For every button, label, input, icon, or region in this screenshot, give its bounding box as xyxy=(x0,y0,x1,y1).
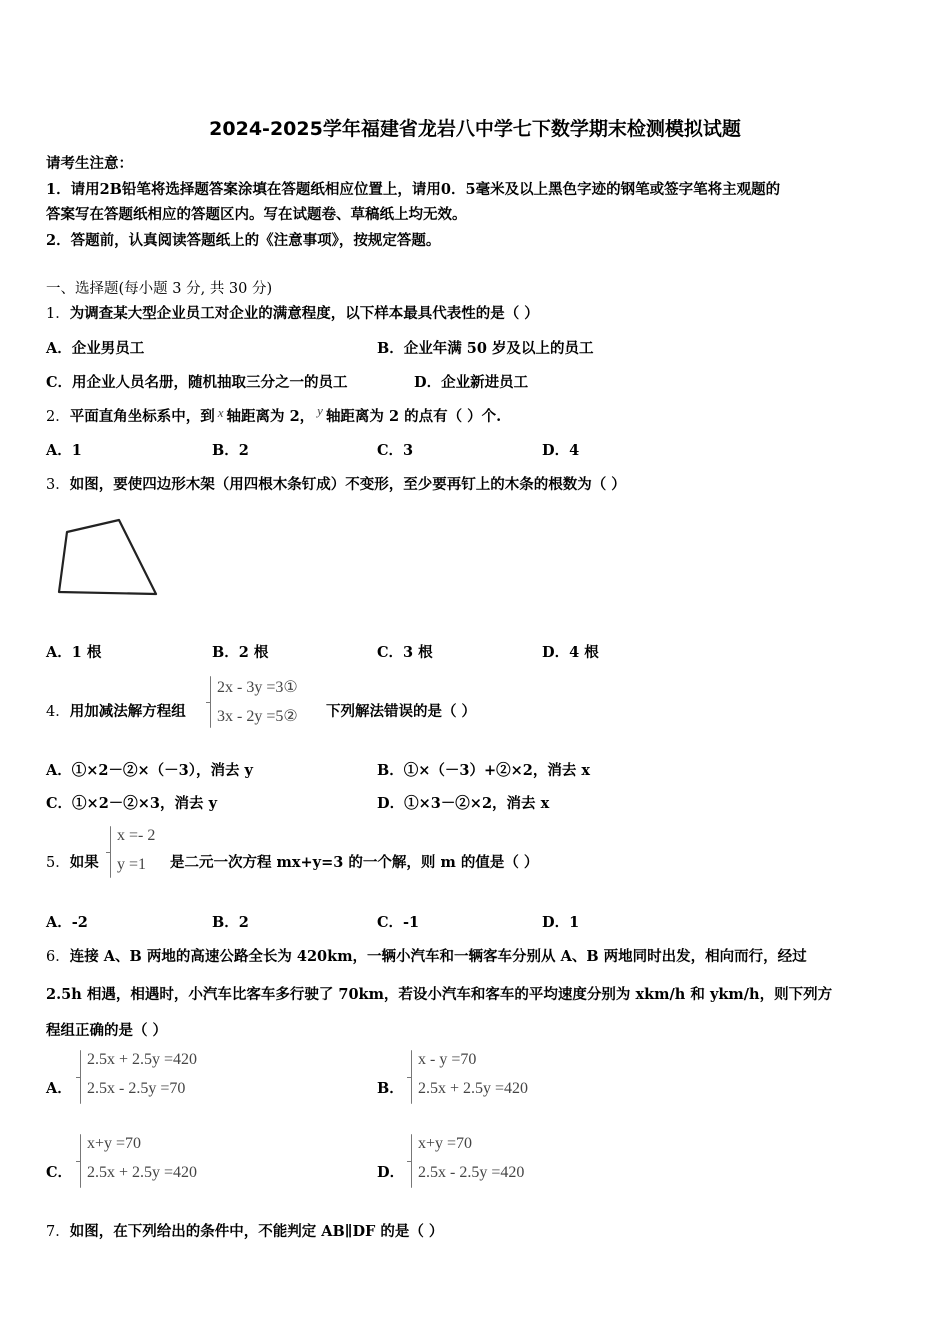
q4-equation-2: 3x - 2y =5② xyxy=(217,708,298,725)
q4-equation-1: 2x - 3y =3① xyxy=(217,679,298,696)
q6-d-equation-2: 2.5x - 2.5y =420 xyxy=(418,1164,525,1181)
question-text: 如图，要使四边形木架（用四根木条钉成）不变形，至少要再钉上的木条的根数为（ ） xyxy=(69,476,626,493)
equation-brace xyxy=(411,1050,412,1104)
q1-option-c: C．用企业人员名册，随机抽取三分之一的员工 xyxy=(46,374,348,391)
q4-option-a: A．①×2－②×（－3），消去 y xyxy=(46,762,253,779)
equation-brace xyxy=(80,1134,81,1188)
question-text-part: 用加减法解方程组 xyxy=(69,703,186,720)
q6-option-d-label: D． xyxy=(377,1164,405,1181)
q6-a-equation-2: 2.5x - 2.5y =70 xyxy=(87,1080,186,1097)
q3-option-c: C．3 根 xyxy=(377,644,433,661)
equation-brace xyxy=(110,826,111,878)
q5-option-c: C．-1 xyxy=(377,914,420,931)
q3-option-a: A．1 根 xyxy=(46,644,102,661)
q4-option-b: B．①×（－3）+②×2，消去 x xyxy=(377,762,591,779)
q5-option-a: A．-2 xyxy=(46,914,88,931)
q2-option-c: C．3 xyxy=(377,442,414,459)
q5-option-d: D．1 xyxy=(542,914,580,931)
q2-option-b: B．2 xyxy=(212,442,249,459)
quadrilateral-figure xyxy=(50,512,165,602)
question-text-part: 轴距离为 2 的点有（ ）个. xyxy=(325,408,502,425)
q6-d-equation-1: x+y =70 xyxy=(418,1135,473,1152)
q5-option-b: B．2 xyxy=(212,914,249,931)
question-text: 如图，在下列给出的条件中，不能判定 AB∥DF 的是（ ） xyxy=(69,1223,444,1240)
q2-option-d: D．4 xyxy=(542,442,580,459)
question-text-part: 如果 xyxy=(69,854,99,871)
q5-equation-2: y =1 xyxy=(117,856,147,873)
notice-heading: 请考生注意： xyxy=(46,155,133,172)
notice-line-2: 答案写在答题纸相应的答题区内。写在试题卷、草稿纸上均无效。 xyxy=(46,206,467,223)
question-5-prefix xyxy=(46,851,99,872)
equation-brace xyxy=(411,1134,412,1188)
q4-option-d: D．①×3－②×2，消去 x xyxy=(377,795,550,812)
question-4-prefix xyxy=(46,700,186,721)
q6-option-a-label: A． xyxy=(46,1080,72,1097)
q3-option-d: D．4 根 xyxy=(542,644,599,661)
question-3 xyxy=(46,473,626,494)
question-6-line-3: 程组正确的是（ ） xyxy=(46,1022,168,1039)
question-4-suffix: 下列解法错误的是（ ） xyxy=(326,703,477,720)
question-5-suffix: 是二元一次方程 mx+y=3 的一个解，则 m 的值是（ ） xyxy=(170,854,539,871)
notice-line-3: 2．答题前，认真阅读答题纸上的《注意事项》，按规定答题。 xyxy=(46,232,441,249)
quadrilateral-shape xyxy=(59,520,156,594)
question-6-line-1 xyxy=(46,945,807,966)
page-title: 2024-2025学年福建省龙岩八中学七下数学期末检测模拟试题 xyxy=(209,118,741,140)
q6-b-equation-2: 2.5x + 2.5y =420 xyxy=(418,1080,529,1097)
q6-a-equation-1: 2.5x + 2.5y =420 xyxy=(87,1051,198,1068)
question-1 xyxy=(46,302,539,323)
equation-brace xyxy=(210,676,211,728)
question-number: 5． xyxy=(46,855,70,871)
question-text-part: 连接 A、B 两地的高速公路全长为 420km，一辆小汽车和一辆客车分别从 A、B 两地同时出发，相向而行，经过 xyxy=(69,948,807,965)
q6-c-equation-1: x+y =70 xyxy=(87,1135,142,1152)
question-number: 4． xyxy=(46,704,70,720)
question-text: 为调查某大型企业员工对企业的满意程度，以下样本最具代表性的是（ ） xyxy=(69,305,539,322)
question-text-part: 轴距离为 2， xyxy=(226,408,315,425)
question-number: 2． xyxy=(46,409,70,425)
q6-option-c-label: C． xyxy=(46,1164,73,1181)
q1-option-d: D．企业新进员工 xyxy=(414,374,529,391)
question-number: 1． xyxy=(46,306,70,322)
question-number: 3． xyxy=(46,477,70,493)
q2-option-a: A．1 xyxy=(46,442,82,459)
question-6-line-2: 2.5h 相遇，相遇时，小汽车比客车多行驶了 70km，若设小汽车和客车的平均速度分别为 xkm/h 和 ykm/h，则下列方 xyxy=(46,986,833,1003)
section-heading: 一、选择题(每小题 3 分, 共 30 分) xyxy=(46,281,273,297)
question-text-part: 平面直角坐标系中，到 xyxy=(69,408,215,425)
equation-brace xyxy=(80,1050,81,1104)
question-number: 7． xyxy=(46,1224,70,1240)
question-number: 6． xyxy=(46,949,70,965)
q6-b-equation-1: x - y =70 xyxy=(418,1051,477,1068)
question-7 xyxy=(46,1220,443,1241)
q6-c-equation-2: 2.5x + 2.5y =420 xyxy=(87,1164,198,1181)
variable-x: x xyxy=(217,405,224,420)
q3-option-b: B．2 根 xyxy=(212,644,269,661)
variable-y: y xyxy=(317,403,323,418)
q1-option-b: B．企业年满 50 岁及以上的员工 xyxy=(377,340,594,357)
q4-option-c: C．①×2－②×3，消去 y xyxy=(46,795,217,812)
q6-option-b-label: B． xyxy=(377,1080,404,1097)
q1-option-a: A．企业男员工 xyxy=(46,340,145,357)
notice-line-1: 1．请用2B铅笔将选择题答案涂填在答题纸相应位置上，请用0．5毫米及以上黑色字迹的钢笔或签字笔将主观题的 xyxy=(46,181,781,198)
q5-equation-1: x =- 2 xyxy=(117,827,156,844)
question-2 xyxy=(46,405,501,426)
